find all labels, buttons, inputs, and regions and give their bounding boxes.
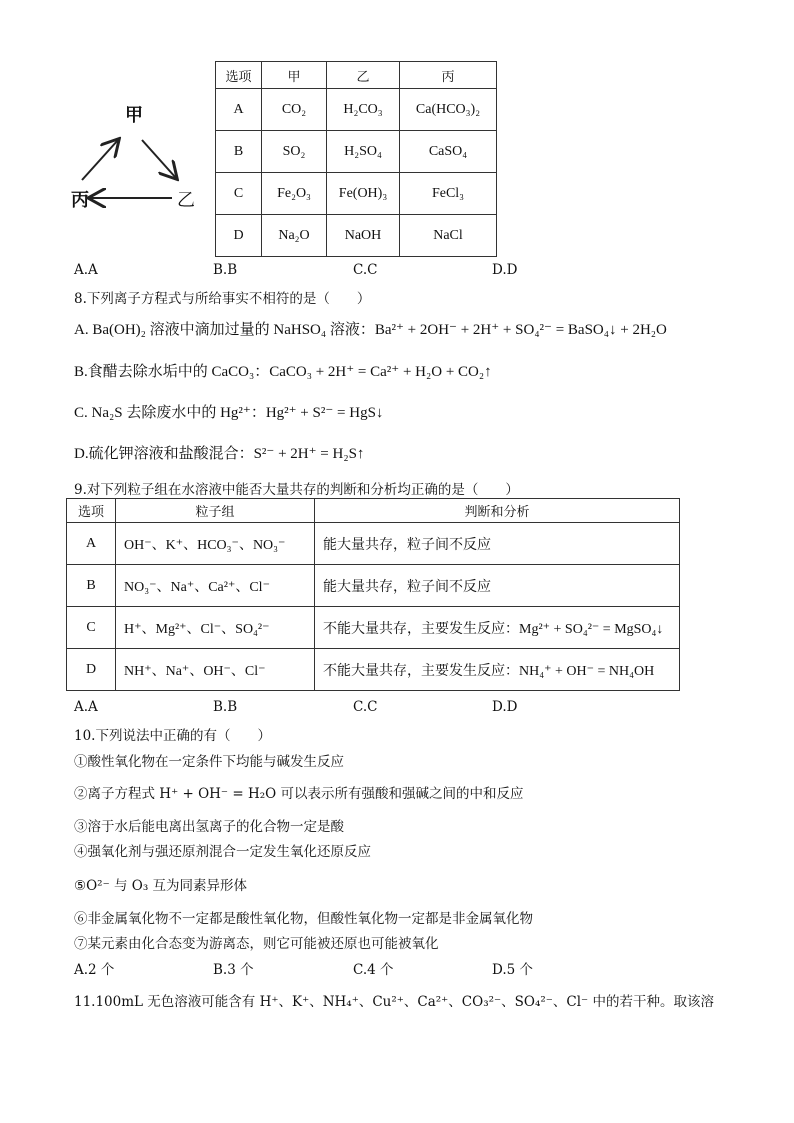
q9-option-b: B.B — [213, 699, 238, 715]
table-row — [216, 215, 497, 257]
q10-item-4: ④强氧化剂与强还原剂混合一定发生氧化还原反应 — [74, 844, 371, 860]
table-cell: C — [216, 173, 262, 215]
table-row — [67, 565, 680, 607]
table-cell: FeCl₃ — [400, 173, 497, 215]
table-cell: A — [216, 89, 262, 131]
table-header: 选项 — [216, 62, 262, 89]
diagram-label-bing: 丙 — [71, 190, 89, 211]
arrow-bing-to-jia — [82, 140, 118, 180]
q11-stem: 11.100mL 无色溶液可能含有 H⁺、K⁺、NH₄⁺、Cu²⁺、Ca²⁺、CO₃²⁻、SO₄²⁻、Cl⁻ 中的若干种。取该溶 — [74, 994, 714, 1010]
table-header: 选项 — [67, 499, 116, 523]
table-cell: 能大量共存，粒子间不反应 — [315, 565, 680, 607]
table-cell: D — [67, 649, 116, 691]
q7-table — [215, 61, 497, 257]
table-row — [216, 62, 497, 89]
q8-option-d: D.硫化钾溶液和盐酸混合：S²⁻ + 2H⁺ = H₂S↑ — [74, 446, 365, 462]
q10-option-d: D.5 个 — [492, 962, 534, 978]
table-row — [67, 649, 680, 691]
q8-stem: 8.下列离子方程式与所给事实不相符的是（ ） — [74, 291, 371, 307]
q7-option-b: B.B — [213, 262, 238, 278]
table-cell: Fe₂O₃ — [262, 173, 327, 215]
q8-option-a: A. Ba(OH)₂ 溶液中滴加过量的 NaHSO₄ 溶液：Ba²⁺ + 2OH⁻ + 2H⁺ + SO₄²⁻ = BaSO₄↓ + 2H₂O — [74, 322, 667, 338]
q10-option-b: B.3 个 — [213, 962, 254, 978]
table-header: 甲 — [262, 62, 327, 89]
q7-option-c: C.C — [353, 262, 378, 278]
q10-item-7: ⑦某元素由化合态变为游离态，则它可能被还原也可能被氧化 — [74, 936, 439, 952]
table-cell: H⁺、Mg²⁺、Cl⁻、SO₄²⁻ — [116, 607, 315, 649]
table-cell: Na₂O — [262, 215, 327, 257]
table-row — [67, 499, 680, 523]
q8-option-b: B.食醋去除水垢中的 CaCO₃：CaCO₃ + 2H⁺ = Ca²⁺ + H₂O + CO₂↑ — [74, 364, 492, 380]
table-cell: SO₂ — [262, 131, 327, 173]
table-row — [67, 607, 680, 649]
q10-item-5: ⑤O²⁻ 与 O₃ 互为同素异形体 — [74, 878, 248, 894]
table-cell: A — [67, 523, 116, 565]
q9-option-a: A.A — [74, 699, 98, 715]
q10-item-2: ②离子方程式 H⁺ + OH⁻ = H₂O 可以表示所有强酸和强碱之间的中和反应 — [74, 786, 524, 802]
q10-item-3: ③溶于水后能电离出氢离子的化合物一定是酸 — [74, 819, 344, 835]
table-header: 判断和分析 — [315, 499, 680, 523]
q9-option-d: D.D — [492, 699, 518, 715]
q10-item-1: ①酸性氧化物在一定条件下均能与碱发生反应 — [74, 754, 344, 770]
table-row — [216, 89, 497, 131]
table-cell: NH⁺、Na⁺、OH⁻、Cl⁻ — [116, 649, 315, 691]
table-cell: H₂CO₃ — [327, 89, 400, 131]
table-cell: Fe(OH)₃ — [327, 173, 400, 215]
q9-stem: 9.对下列粒子组在水溶液中能否大量共存的判断和分析均正确的是（ ） — [74, 482, 519, 498]
table-header: 粒子组 — [116, 499, 315, 523]
diagram-arrows — [60, 110, 200, 220]
table-cell: OH⁻、K⁺、HCO₃⁻、NO₃⁻ — [116, 523, 315, 565]
table-cell: NO₃⁻、Na⁺、Ca²⁺、Cl⁻ — [116, 565, 315, 607]
q9-table — [66, 498, 680, 691]
table-cell: NaCl — [400, 215, 497, 257]
q10-item-6: ⑥非金属氧化物不一定都是酸性氧化物，但酸性氧化物一定都是非金属氧化物 — [74, 911, 533, 927]
diagram-label-yi: 乙 — [177, 190, 195, 211]
q9-option-c: C.C — [353, 699, 378, 715]
q10-option-c: C.4 个 — [353, 962, 394, 978]
table-cell: B — [216, 131, 262, 173]
table-cell: CO₂ — [262, 89, 327, 131]
table-cell: NaOH — [327, 215, 400, 257]
q8-option-c: C. Na₂S 去除废水中的 Hg²⁺：Hg²⁺ + S²⁻ = HgS↓ — [74, 405, 384, 421]
table-cell: 能大量共存，粒子间不反应 — [315, 523, 680, 565]
table-cell: 不能大量共存，主要发生反应：Mg²⁺ + SO₄²⁻ = MgSO₄↓ — [315, 607, 680, 649]
q10-option-a: A.2 个 — [74, 962, 115, 978]
table-cell: D — [216, 215, 262, 257]
diagram-label-jia: 甲 — [125, 105, 143, 126]
table-row — [216, 131, 497, 173]
table-header: 丙 — [400, 62, 497, 89]
table-row — [216, 173, 497, 215]
arrow-jia-to-yi — [142, 140, 176, 178]
table-cell: 不能大量共存，主要发生反应：NH₄⁺ + OH⁻ = NH₄OH — [315, 649, 680, 691]
table-cell: CaSO₄ — [400, 131, 497, 173]
table-cell: H₂SO₄ — [327, 131, 400, 173]
table-header: 乙 — [327, 62, 400, 89]
table-row — [67, 523, 680, 565]
table-cell: Ca(HCO₃)₂ — [400, 89, 497, 131]
table-cell: B — [67, 565, 116, 607]
q10-stem: 10.下列说法中正确的有（ ） — [74, 728, 271, 744]
q7-option-d: D.D — [492, 262, 518, 278]
q7-option-a: A.A — [74, 262, 98, 278]
table-cell: C — [67, 607, 116, 649]
